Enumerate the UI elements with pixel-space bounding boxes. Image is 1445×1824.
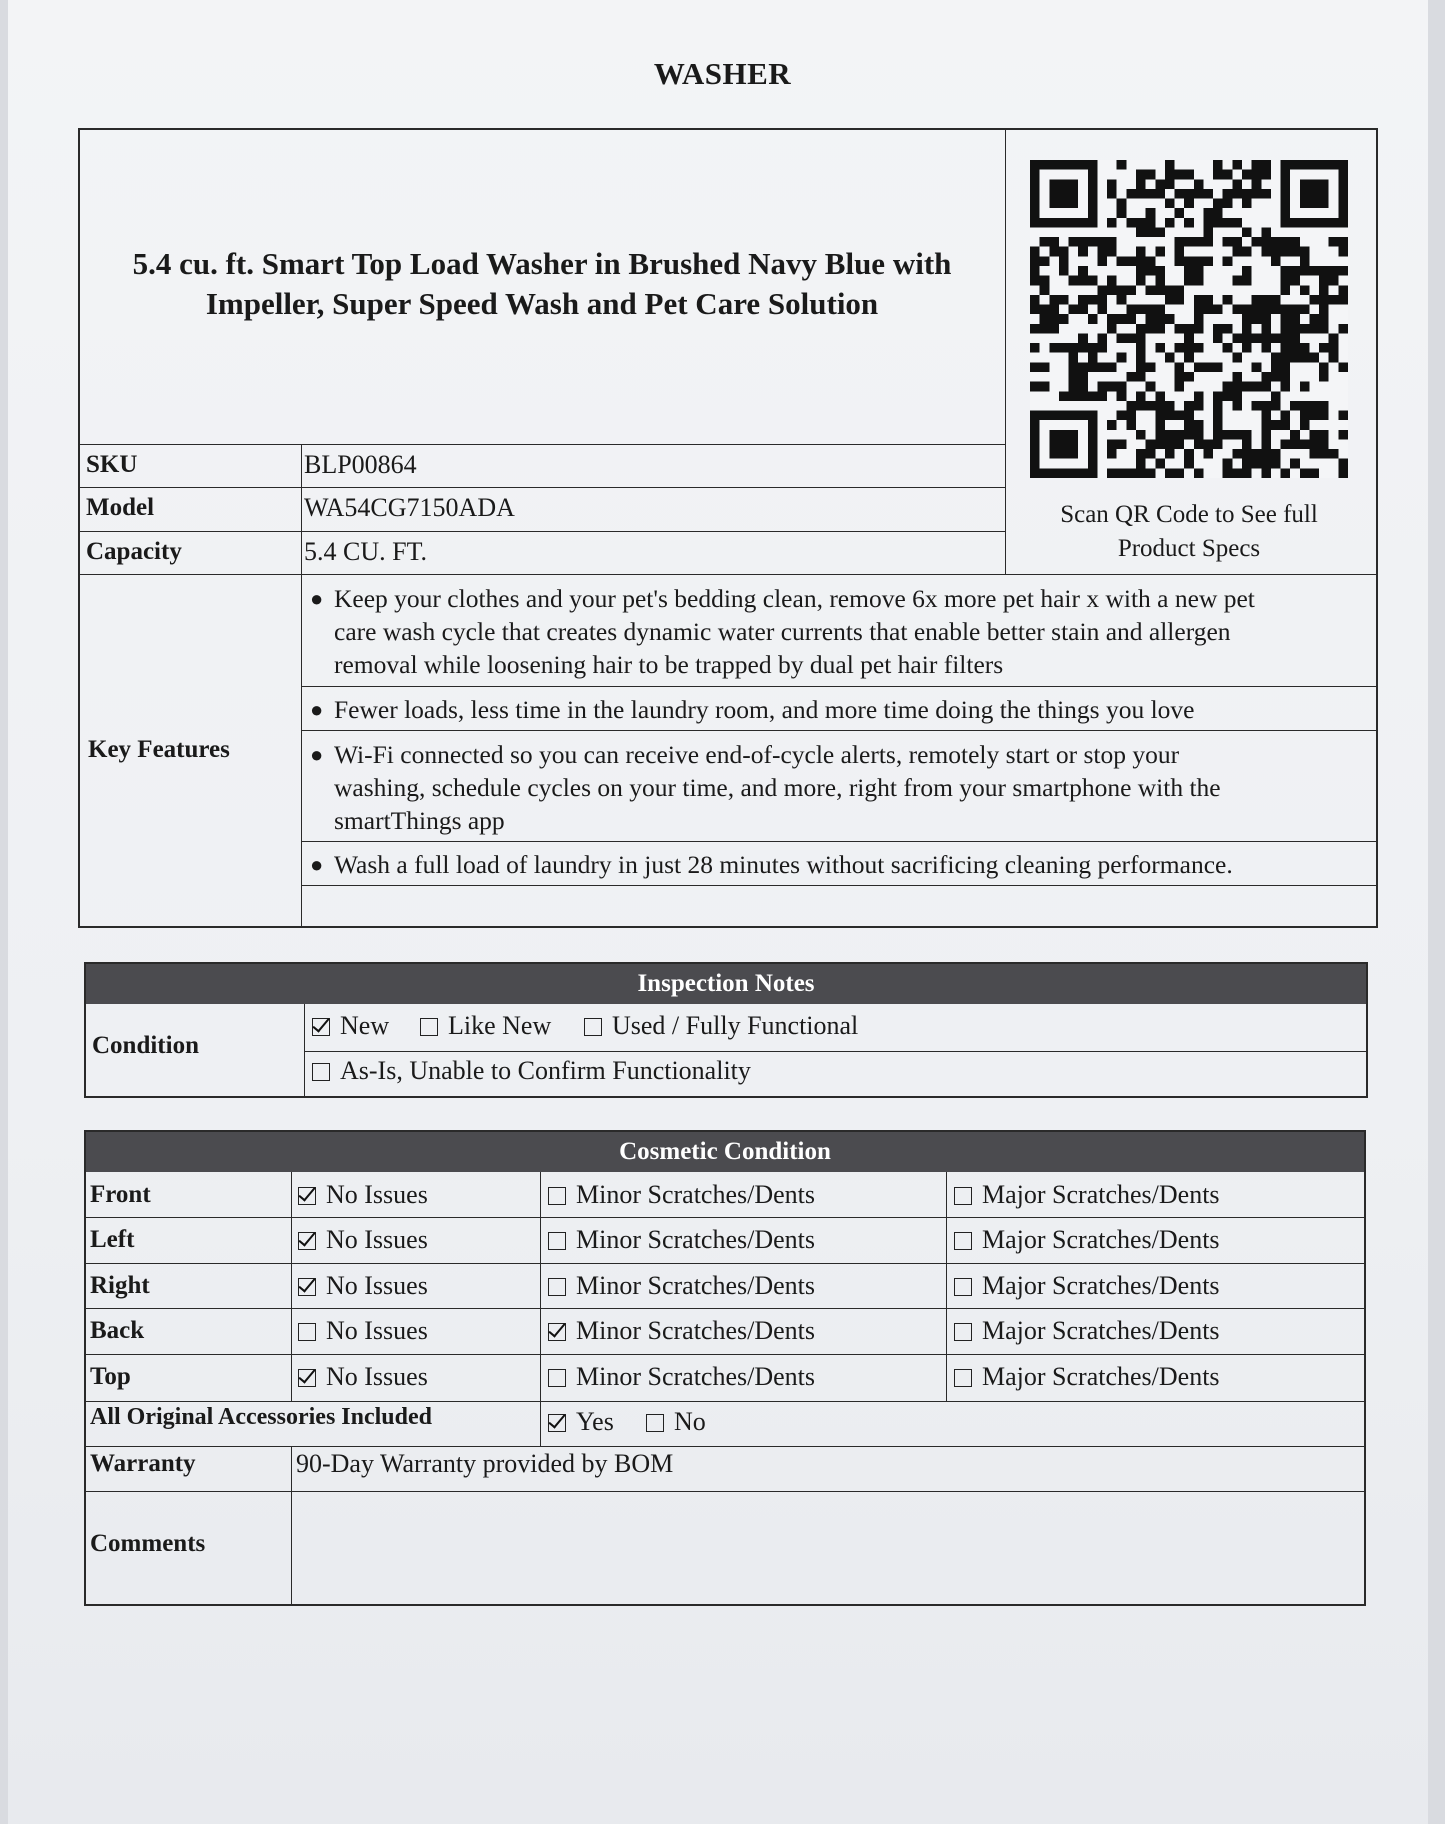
checkbox-icon [584,1018,602,1036]
product-title [84,244,1000,324]
product-title-line: Impeller, Super Speed Wash and Pet Care Solution [205,286,879,321]
feature-line: Wi-Fi connected so you can receive end-of-cycle alerts, remotely start or stop your [334,740,1180,769]
bullet-icon: ● [310,852,324,877]
cosmetic-option-checkbox[interactable] [954,1225,1220,1255]
inspection-notes-header: Inspection Notes [86,964,1366,1004]
checkbox-icon [954,1187,972,1205]
feature-item [308,738,1374,837]
accessories-label: All Original Accessories Included [90,1404,432,1430]
checkbox-label: No Issues [326,1271,428,1300]
model-label: Model [86,494,155,521]
feature-line: Fewer loads, less time in the laundry room, and more time doing the things you love [334,695,1195,724]
cosmetic-option-checkbox[interactable] [954,1316,1220,1346]
qr-caption-line: Scan QR Code to See full [1060,501,1318,528]
checkbox-icon [548,1232,566,1250]
feature-item [308,582,1374,681]
checkbox-label: Like New [448,1011,552,1040]
checkbox-label: Major Scratches/Dents [982,1362,1220,1391]
cosmetic-row-label: Back [90,1317,145,1344]
checkbox-label: No Issues [326,1180,428,1209]
checkbox-icon [954,1232,972,1250]
checkbox-icon [548,1323,566,1341]
cosmetic-row-label: Left [90,1226,135,1253]
comments-field[interactable] [300,1500,1360,1600]
checkbox-icon [548,1278,566,1296]
condition-as-is-checkbox[interactable] [312,1056,751,1086]
checkbox-label: Minor Scratches/Dents [576,1225,816,1254]
cosmetic-option-checkbox[interactable] [548,1316,815,1346]
feature-line: Wash a full load of laundry in just 28 minutes without sacrificing cleaning performance. [334,850,1233,879]
cosmetic-option-checkbox[interactable] [298,1362,428,1392]
feature-line: Keep your clothes and your pet's bedding clean, remove 6x more pet hair x with a new pet [334,584,1255,613]
sku-label: SKU [86,451,138,478]
cosmetic-option-checkbox[interactable] [954,1271,1220,1301]
cosmetic-option-checkbox[interactable] [298,1316,428,1346]
bullet-icon: ● [310,742,324,767]
capacity-value: 5.4 CU. FT. [304,537,428,566]
document-title: WASHER [653,56,792,91]
checkbox-label: No [674,1407,706,1436]
feature-item [308,848,1374,881]
bullet-icon: ● [310,697,324,722]
checkbox-icon [298,1232,316,1250]
product-title-line: 5.4 cu. ft. Smart Top Load Washer in Brushed Navy Blue with [132,246,952,281]
qr-code [1030,158,1348,480]
checkbox-label: No Issues [326,1225,428,1254]
checkbox-label: Major Scratches/Dents [982,1271,1220,1300]
checkbox-label: Minor Scratches/Dents [576,1271,816,1300]
feature-line: removal while loosening hair to be trapped by dual pet hair filters [334,650,1004,679]
cosmetic-option-checkbox[interactable] [298,1180,428,1210]
cosmetic-option-checkbox[interactable] [548,1362,815,1392]
accessories-no-checkbox[interactable] [646,1407,706,1437]
feature-line: care wash cycle that creates dynamic water currents that enable better stain and allergen [334,617,1231,646]
checkbox-label: Minor Scratches/Dents [576,1362,816,1391]
checkbox-label: Used / Fully Functional [612,1011,859,1040]
checkbox-label: As-Is, Unable to Confirm Functionality [340,1056,751,1085]
checkbox-label: No Issues [326,1362,428,1391]
cosmetic-option-checkbox[interactable] [548,1271,815,1301]
feature-line: washing, schedule cycles on your time, and more, right from your smartphone with the [334,773,1221,802]
checkbox-label: Yes [576,1407,614,1436]
warranty-label: Warranty [90,1450,196,1477]
condition-like-new-checkbox[interactable] [420,1011,551,1041]
cosmetic-option-checkbox[interactable] [548,1225,815,1255]
cosmetic-condition-header: Cosmetic Condition [86,1132,1364,1172]
checkbox-icon [548,1369,566,1387]
condition-used-checkbox[interactable] [584,1011,858,1041]
checkbox-label: Major Scratches/Dents [982,1180,1220,1209]
cosmetic-option-checkbox[interactable] [298,1225,428,1255]
checkbox-icon [298,1369,316,1387]
checkbox-icon [548,1414,566,1432]
checkbox-label: Major Scratches/Dents [982,1316,1220,1345]
key-features-label: Key Features [88,736,230,763]
checkbox-icon [954,1278,972,1296]
checkbox-icon [954,1323,972,1341]
cosmetic-row-label: Front [90,1181,151,1208]
model-value: WA54CG7150ADA [304,493,515,522]
warranty-value: 90-Day Warranty provided by BOM [296,1449,674,1478]
qr-caption [1012,498,1366,566]
sku-value: BLP00864 [304,450,417,479]
checkbox-label: Major Scratches/Dents [982,1225,1220,1254]
accessories-yes-checkbox[interactable] [548,1407,614,1437]
cosmetic-row-label: Right [90,1272,150,1299]
capacity-label: Capacity [86,538,182,565]
checkbox-label: Minor Scratches/Dents [576,1180,816,1209]
comments-label: Comments [90,1530,206,1557]
cosmetic-row-label: Top [90,1363,131,1390]
qr-caption-line: Product Specs [1117,535,1261,562]
checkbox-label: New [340,1011,390,1040]
checkbox-icon [312,1063,330,1081]
cosmetic-option-checkbox[interactable] [298,1271,428,1301]
checkbox-icon [646,1414,664,1432]
condition-new-checkbox[interactable] [312,1011,389,1041]
checkbox-icon [420,1018,438,1036]
checkbox-icon [298,1187,316,1205]
feature-item [308,693,1374,726]
feature-line: smartThings app [334,806,505,835]
cosmetic-option-checkbox[interactable] [954,1180,1220,1210]
cosmetic-option-checkbox[interactable] [548,1180,815,1210]
checkbox-icon [298,1278,316,1296]
condition-label: Condition [92,1032,199,1059]
bullet-icon: ● [310,586,324,611]
checkbox-label: No Issues [326,1316,428,1345]
checkbox-icon [954,1369,972,1387]
checkbox-icon [298,1323,316,1341]
checkbox-label: Minor Scratches/Dents [576,1316,816,1345]
checkbox-icon [548,1187,566,1205]
checkbox-icon [312,1018,330,1036]
cosmetic-option-checkbox[interactable] [954,1362,1220,1392]
